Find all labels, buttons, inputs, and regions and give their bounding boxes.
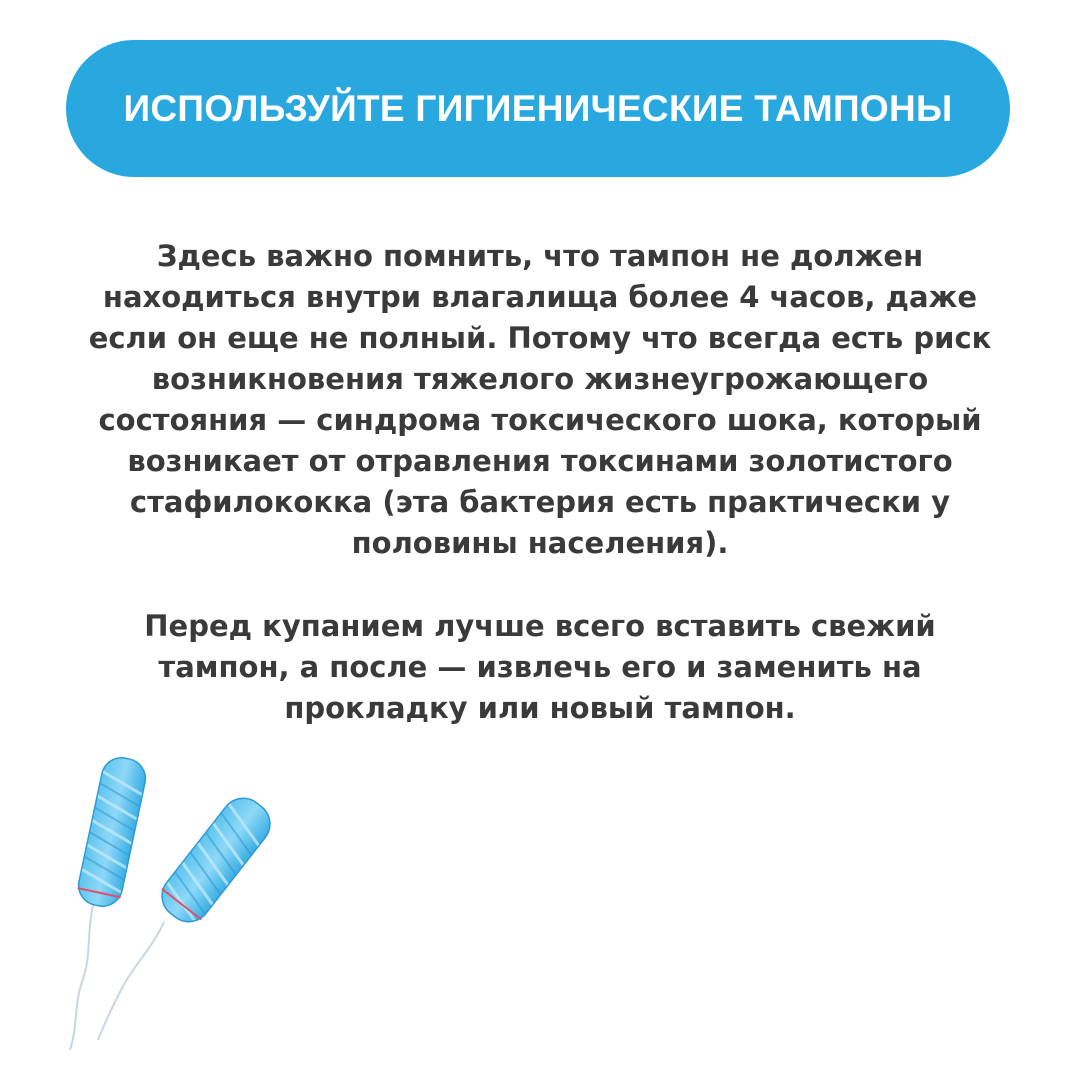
tampon-right xyxy=(146,784,286,936)
tampon-string xyxy=(70,900,94,1050)
body-paragraph-2 xyxy=(60,606,1020,729)
paragraph-line: половины населения). xyxy=(351,526,729,560)
paragraph-line: состояния — синдрома токсического шока, который xyxy=(98,403,982,437)
tampon-string xyxy=(98,922,164,1040)
paragraph-line: возникновения тяжелого жизнеугрожающего xyxy=(151,362,929,396)
paragraph-line: стафилококка (эта бактерия есть практически у xyxy=(129,485,951,519)
body-paragraph-1 xyxy=(60,236,1020,564)
paragraph-line: прокладку или новый тампон. xyxy=(284,691,796,725)
paragraph-line: находиться внутри влагалища более 4 часов, даже xyxy=(102,280,978,314)
paragraph-line: Здесь важно помнить, что тампон не должен xyxy=(156,239,924,273)
title-banner xyxy=(66,40,1010,177)
tampon-left xyxy=(67,752,157,911)
paragraph-line: если он еще не полный. Потому что всегда есть риск xyxy=(88,321,992,355)
paragraph-line: Перед купанием лучше всего вставить свежий xyxy=(144,609,936,643)
paragraph-line: тампон, а после — извлечь его и заменить на xyxy=(158,650,922,684)
tampons-icon xyxy=(56,750,296,1060)
page-title: ИСПОЛЬЗУЙТЕ ГИГИЕНИЧЕСКИЕ ТАМПОНЫ xyxy=(123,87,953,129)
paragraph-line: возникает от отравления токсинами золотистого xyxy=(127,444,953,478)
